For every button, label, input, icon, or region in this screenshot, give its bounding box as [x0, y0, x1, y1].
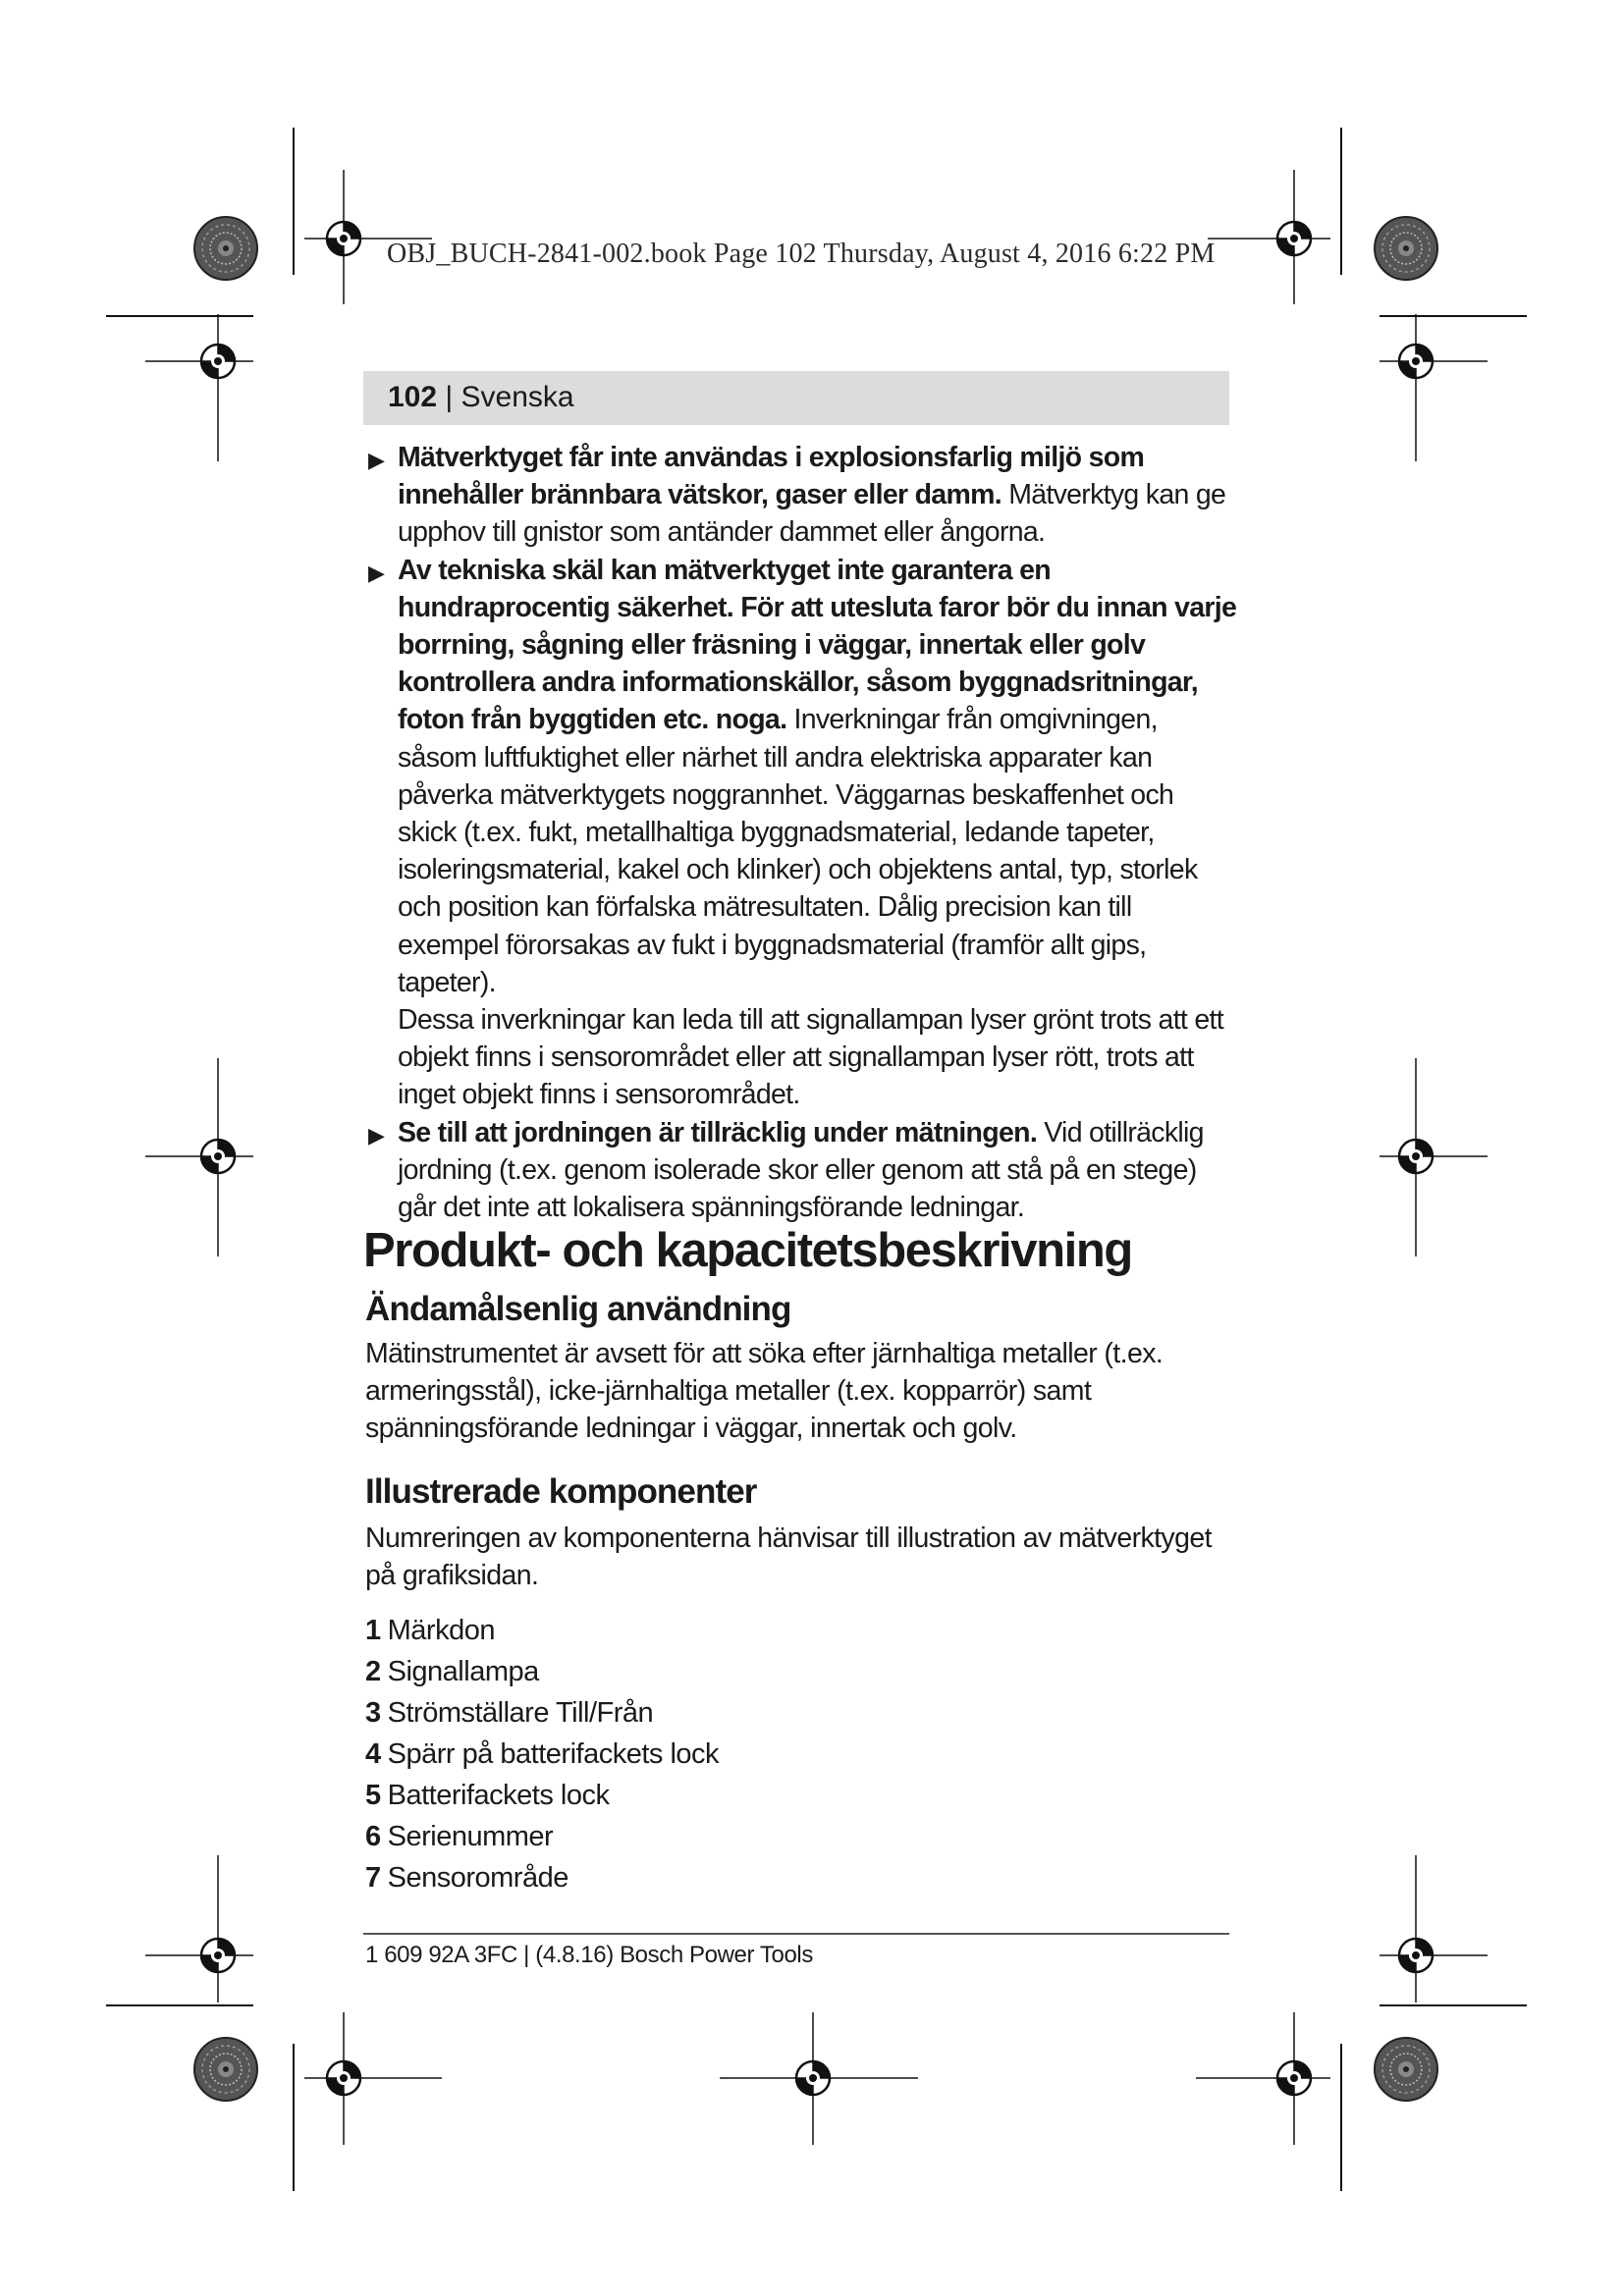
component-number: 4	[365, 1738, 381, 1771]
registration-target-icon	[304, 170, 432, 304]
component-number: 7	[365, 1862, 381, 1895]
component-label: Batterifackets lock	[387, 1780, 610, 1812]
safety-bullet	[365, 552, 1239, 1114]
registration-target-icon	[145, 1058, 253, 1256]
registration-target-icon	[1196, 2012, 1330, 2145]
components-list	[365, 1610, 1239, 1898]
running-head-language: Svenska	[460, 381, 574, 413]
list-item	[365, 1816, 1239, 1857]
components-title: Illustrerade komponenter	[365, 1472, 757, 1511]
triangle-right-icon: ▶	[368, 448, 385, 472]
component-label: Signallampa	[387, 1656, 539, 1688]
triangle-right-icon: ▶	[368, 560, 385, 585]
bullet-bold-text: Av tekniska skäl kan mätverktyget inte garantera en hundraprocentig säkerhet. För att utesluta faror bör du innan varje borrning, sågning eller fräsning i väggar, innertak eller golv kontrollera andra informationskällor, såsom byggnadsritningar, foton från byggtiden etc. noga.	[398, 554, 1237, 736]
crop-mark-icon	[1341, 2005, 1527, 2191]
safety-bullet	[365, 1114, 1239, 1227]
registration-target-icon	[304, 2012, 442, 2145]
registration-target-icon	[145, 1855, 253, 2002]
bullet-text: Mätverktyg kan ge upphov till gnistor som antänder dammet eller ångorna.	[398, 479, 1226, 549]
bullet-text-continued: Dessa inverkningar kan leda till att signallampan lyser grönt trots att ett objekt finns i sensorområdet eller att signallampan lyser rött, trots att inget objekt finns i sensorområdet.	[398, 1004, 1223, 1111]
bullet-text: Vid otillräcklig jordning (t.ex. genom isolerade skor eller genom att stå på en stege) går det inte att lokalisera spänningsförande ledningar.	[398, 1116, 1204, 1224]
list-item	[365, 1610, 1239, 1651]
color-bar-rosette-icon	[1375, 2038, 1437, 2101]
list-item	[365, 1651, 1239, 1692]
component-label: Strömställare Till/Från	[387, 1697, 654, 1730]
component-label: Sensorområde	[387, 1862, 568, 1895]
component-number: 1	[365, 1615, 381, 1647]
list-item	[365, 1775, 1239, 1816]
crop-mark-icon	[1341, 128, 1527, 316]
component-label: Spärr på batterifackets lock	[387, 1738, 720, 1771]
components-intro: Numreringen av komponenterna hänvisar till illustration av mätverktyget på grafiksidan.	[365, 1522, 1212, 1592]
list-item	[365, 1857, 1239, 1898]
color-bar-rosette-icon	[194, 2038, 257, 2101]
bullet-bold-text: Se till att jordningen är tillräcklig under mätningen.	[398, 1116, 1038, 1148]
page-number: 102	[388, 381, 438, 413]
safety-notes	[365, 439, 1239, 1226]
bullet-bold-text: Mätverktyget får inte användas i explosionsfarlig miljö som innehåller brännbara vätskor, gaser eller damm.	[398, 442, 1145, 511]
component-label: Märkdon	[387, 1615, 495, 1647]
footer-divider	[363, 1933, 1229, 1935]
running-head	[363, 371, 1229, 425]
bullet-text: Inverkningar från omgivningen, såsom luftfuktighet eller närhet till andra elektriska apparater kan påverka mätverktygets noggrannhet. Väggarnas beskaffenhet och skick (t.ex. fukt, metallhaltiga byggnadsmaterial, ledande tapeter, isoleringsmaterial, kakel och klinker) och objektens antal, typ, storlek och position kan förfalska mätresultaten. Dålig precision kan till exempel förorsakas av fukt i byggnadsmaterial (framför allt gips, tapeter).	[398, 704, 1198, 998]
color-bar-rosette-icon	[1375, 217, 1437, 280]
registration-target-icon	[1380, 1058, 1488, 1256]
crop-mark-icon	[106, 2005, 294, 2191]
book-file-info: OBJ_BUCH-2841-002.book Page 102 Thursday, August 4, 2016 6:22 PM	[387, 239, 1216, 269]
list-item	[365, 1692, 1239, 1734]
component-number: 6	[365, 1821, 381, 1853]
intended-use-text: Mätinstrumentet är avsett för att söka efter järnhaltiga metaller (t.ex. armeringsstål), icke-järnhaltiga metaller (t.ex. kopparrör) samt spänningsförande ledningar i väggar, innertak och golv.	[365, 1338, 1164, 1445]
registration-target-icon	[1208, 170, 1330, 304]
intended-use-section	[365, 1290, 1239, 1448]
components-section	[365, 1472, 1239, 1898]
running-head-separator: |	[445, 381, 454, 413]
registration-target-icon	[145, 314, 253, 461]
component-label: Serienummer	[387, 1821, 554, 1853]
list-item	[365, 1734, 1239, 1775]
registration-target-icon	[720, 2012, 918, 2145]
crop-mark-icon	[106, 128, 294, 316]
component-number: 3	[365, 1697, 381, 1730]
section-title: Produkt- och kapacitetsbeskrivning	[363, 1224, 1132, 1277]
component-number: 5	[365, 1780, 381, 1812]
registration-target-icon	[1380, 1855, 1488, 2002]
registration-target-icon	[1380, 314, 1488, 461]
intended-use-title: Ändamålsenlig användning	[365, 1290, 791, 1328]
triangle-right-icon: ▶	[368, 1122, 385, 1148]
component-number: 2	[365, 1656, 381, 1688]
page-footer: 1 609 92A 3FC | (4.8.16) Bosch Power Tools	[365, 1942, 813, 1968]
color-bar-rosette-icon	[194, 217, 257, 280]
safety-bullet	[365, 439, 1239, 552]
